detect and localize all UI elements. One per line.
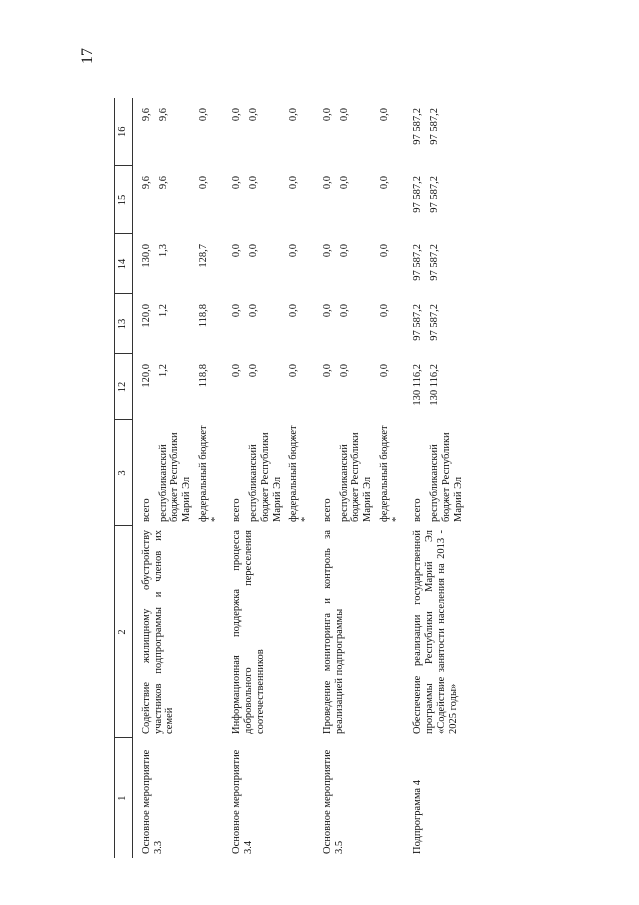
value-15: 97 587,2 (429, 176, 440, 213)
table-body (132, 98, 466, 858)
value-16: 0,0 (288, 108, 300, 122)
header-col-12: 12 (115, 354, 133, 420)
funding-source: федеральный бюджет * (378, 425, 402, 522)
budget-table (114, 98, 466, 858)
value-13: 0,0 (288, 304, 300, 318)
item-title: Основное мероприятие 3.4 (231, 749, 254, 854)
value-15: 0,0 (378, 176, 390, 190)
funding-source: всего (140, 498, 152, 522)
value-13: 97 587,2 (429, 304, 440, 341)
value-15: 97 587,2 (412, 176, 424, 213)
table-row (314, 98, 336, 858)
value-16: 0,0 (197, 108, 209, 122)
value-16: 9,6 (157, 108, 169, 122)
value-12: 0,0 (321, 364, 333, 378)
value-16: 0,0 (338, 108, 350, 122)
header-col-3: 3 (115, 420, 133, 526)
value-12: 0,0 (248, 364, 259, 378)
table-row (132, 98, 154, 858)
table-header (115, 98, 133, 858)
header-row (115, 98, 133, 858)
value-15: 0,0 (321, 176, 333, 190)
value-16: 97 587,2 (412, 108, 424, 145)
funding-source: всего (412, 498, 424, 522)
value-12: 0,0 (378, 364, 390, 378)
item-description: Обеспечение реализации государственной программы Республики Марий Эл «Содействие занятости населения на 2013 - 2025 годы» (412, 530, 459, 734)
value-13: 0,0 (231, 304, 243, 318)
funding-source: всего (231, 498, 243, 522)
value-13: 118,8 (197, 304, 209, 328)
value-16: 9,6 (140, 108, 152, 122)
header-col-2: 2 (115, 526, 133, 738)
rotated-table-container (114, 98, 534, 858)
value-12: 0,0 (338, 364, 350, 378)
value-14: 0,0 (321, 244, 333, 258)
value-15: 9,6 (157, 176, 169, 190)
value-12: 120,0 (140, 364, 152, 388)
header-col-1: 1 (115, 738, 133, 858)
value-13: 0,0 (321, 304, 333, 318)
value-15: 0,0 (197, 176, 209, 190)
value-14: 0,0 (378, 244, 390, 258)
value-12: 130 116,2 (412, 364, 424, 406)
table-row (223, 98, 245, 858)
funding-source: всего (321, 498, 333, 522)
value-16: 0,0 (231, 108, 243, 122)
value-13: 1,2 (157, 304, 169, 318)
value-14: 0,0 (338, 244, 350, 258)
value-14: 97 587,2 (429, 244, 440, 281)
value-16: 0,0 (248, 108, 259, 122)
value-14: 128,7 (197, 244, 209, 268)
value-12: 118,8 (197, 364, 209, 388)
value-12: 0,0 (288, 364, 300, 378)
value-13: 0,0 (248, 304, 259, 318)
page-number: 17 (79, 48, 96, 64)
item-description: Информационная поддержка процесса добровольного переселения соотечественников (231, 530, 266, 734)
item-title: Подпрограмма 4 (412, 780, 424, 854)
header-col-14: 14 (115, 234, 133, 294)
value-16: 97 587,2 (429, 108, 440, 145)
table-row (404, 98, 426, 858)
value-12: 130 116,2 (429, 364, 440, 406)
value-14: 97 587,2 (412, 244, 424, 281)
funding-source: республиканский бюджет Республики Марий Эл (338, 432, 373, 522)
value-12: 1,2 (157, 364, 169, 378)
value-14: 0,0 (248, 244, 259, 258)
value-13: 120,0 (140, 304, 152, 328)
funding-source: республиканский бюджет Республики Марий Эл (157, 432, 192, 522)
value-15: 0,0 (288, 176, 300, 190)
item-description: Содействие жилищному обустройству участников подпрограммы и членов их семей (140, 530, 176, 734)
value-16: 0,0 (321, 108, 333, 122)
value-15: 0,0 (338, 176, 350, 190)
value-14: 1,3 (157, 244, 169, 258)
value-14: 0,0 (288, 244, 300, 258)
value-13: 97 587,2 (412, 304, 424, 341)
value-15: 0,0 (231, 176, 243, 190)
value-14: 0,0 (231, 244, 243, 258)
item-title: Основное мероприятие 3.3 (140, 749, 164, 854)
value-14: 130,0 (140, 244, 152, 268)
funding-source: федеральный бюджет * (288, 425, 311, 522)
header-col-15: 15 (115, 166, 133, 234)
value-15: 9,6 (140, 176, 152, 190)
item-description: Проведение мониторинга и контроль за реализацией подпрограммы (321, 530, 345, 734)
funding-source: республиканский бюджет Республики Марий Эл (429, 432, 464, 522)
value-12: 0,0 (231, 364, 243, 378)
value-16: 0,0 (378, 108, 390, 122)
header-col-13: 13 (115, 294, 133, 354)
value-13: 0,0 (378, 304, 390, 318)
funding-source: федеральный бюджет * (197, 425, 221, 522)
value-15: 0,0 (248, 176, 259, 190)
value-13: 0,0 (338, 304, 350, 318)
header-col-16: 16 (115, 98, 133, 166)
item-title: Основное мероприятие 3.5 (321, 749, 345, 854)
funding-source: республиканский бюджет Республики Марий Эл (248, 432, 283, 522)
